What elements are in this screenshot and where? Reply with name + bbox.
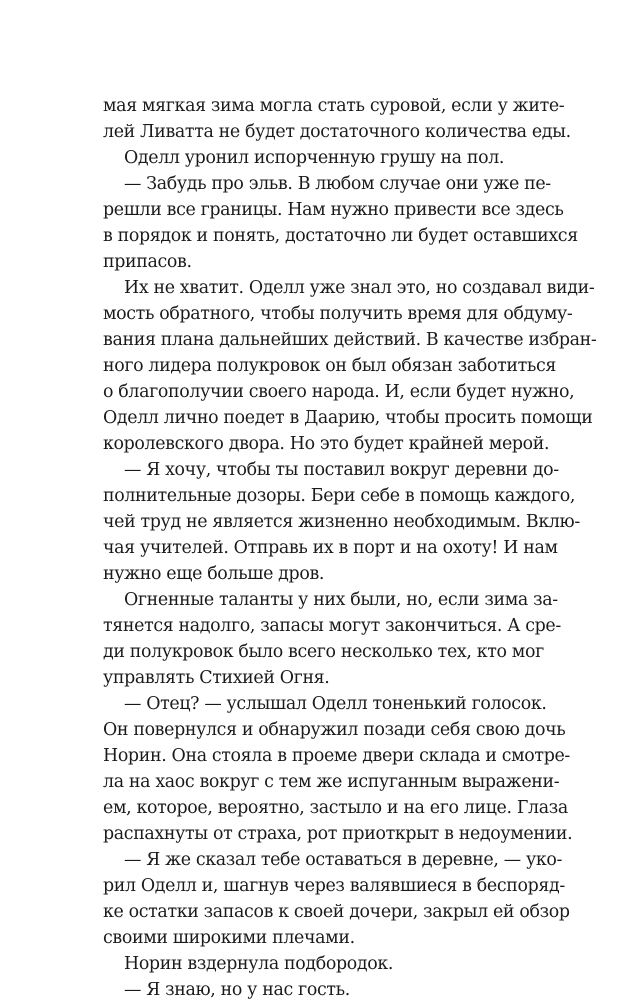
text-line: Он повернулся и обнаружил позади себя свою дочь	[103, 720, 566, 740]
text-line: чей труд не является жизненно необходимым. Вклю-	[103, 512, 580, 532]
text-line: мая мягкая зима могла стать суровой, если у жите-	[103, 96, 565, 116]
text-line: Огненные таланты у них были, но, если зима за-	[124, 590, 558, 610]
text-line: ке остатки запасов к своей дочери, закрыл ей обзор	[103, 902, 570, 922]
text-line: полнительные дозоры. Бери себе в помощь каждого,	[103, 486, 576, 506]
text-line: Норин вздернула подбородок.	[124, 954, 394, 974]
text-line: тянется надолго, запасы могут закончиться. А сре-	[103, 616, 561, 636]
text-line: Их не хватит. Оделл уже знал это, но создавал види-	[124, 278, 595, 298]
text-line: королевского двора. Но это будет крайней мерой.	[103, 434, 550, 454]
text-line: ди полукровок было всего несколько тех, кто мог	[103, 642, 544, 662]
text-line: — Я хочу, чтобы ты поставил вокруг деревни до-	[124, 460, 559, 480]
text-line: — Я знаю, но у нас гость.	[124, 980, 350, 1000]
text-line: мость обратного, чтобы получить время для обдуму-	[103, 304, 573, 324]
text-line: — Отец? — услышал Оделл тоненький голосок.	[124, 694, 547, 714]
text-line: припасов.	[103, 252, 192, 272]
text-line: лей Ливатта не будет достаточного количества еды.	[103, 122, 571, 142]
text-line: о благополучии своего народа. И, если будет нужно,	[103, 382, 575, 402]
text-line: — Я же сказал тебе оставаться в деревне, — уко-	[124, 850, 562, 870]
text-line: вания плана дальнейших действий. В качестве избран-	[103, 330, 597, 350]
text-line: рил Оделл и, шагнув через валявшиеся в беспоряд-	[103, 876, 565, 896]
text-line: своими широкими плечами.	[103, 928, 355, 948]
text-line: Норин. Она стояла в проеме двери склада и смотре-	[103, 746, 570, 766]
text-line: чая учителей. Отправь их в порт и на охоту! И нам	[103, 538, 558, 558]
text-line: Оделл лично поедет в Даарию, чтобы просить помощи	[103, 408, 593, 428]
text-line: управлять Стихией Огня.	[103, 668, 330, 688]
text-line: ла на хаос вокруг с тем же испуганным выражени-	[103, 772, 560, 792]
text-line: ем, которое, вероятно, застыло и на его лице. Глаза	[103, 798, 568, 818]
text-line: в порядок и понять, достаточно ли будет оставшихся	[103, 226, 578, 246]
text-line: — Забудь про эльв. В любом случае они уже пе-	[124, 174, 551, 194]
text-line: нужно еще больше дров.	[103, 564, 325, 584]
text-line: ного лидера полукровок он был обязан заботиться	[103, 356, 557, 376]
text-line: Оделл уронил испорченную грушу на пол.	[124, 148, 505, 168]
text-line: распахнуты от страха, рот приоткрыт в недоумении.	[103, 824, 573, 844]
text-line: решли все границы. Нам нужно привести все здесь	[103, 200, 564, 220]
